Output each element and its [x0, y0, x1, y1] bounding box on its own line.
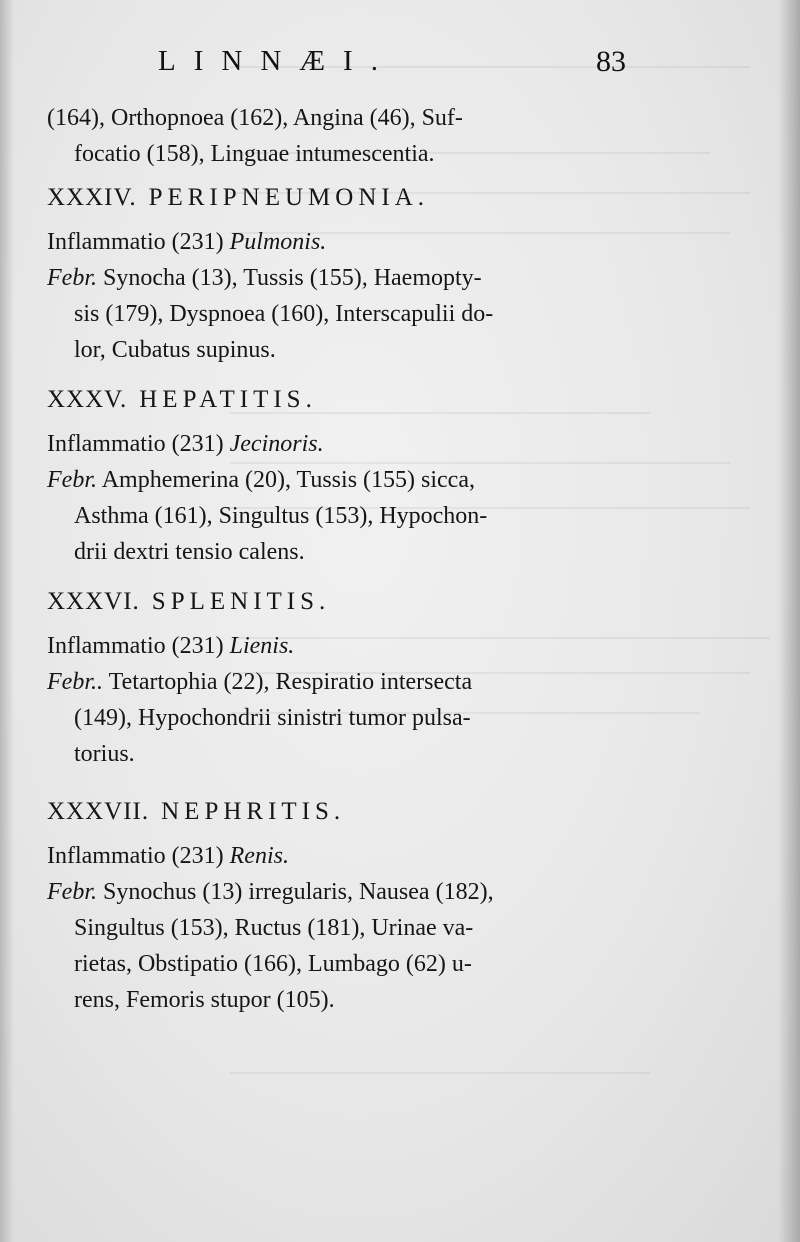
text-line: (149), Hypochondrii sinistri tumor pulsa- [74, 705, 471, 731]
section-heading-hepatitis [47, 382, 657, 418]
febr-line [47, 874, 657, 910]
text-line: rens, Femoris stupor (105). [74, 987, 335, 1013]
inflammatio-text: Inflammatio (231) [47, 431, 224, 457]
febr-label: Febr. [47, 265, 97, 291]
symptom-text: Amphemerina (20), Tussis (155) sicca, [101, 467, 475, 493]
inflammatio-text: Inflammatio (231) [47, 633, 224, 659]
febr-line [47, 664, 657, 700]
febr-line [47, 260, 657, 296]
inflammatio-line [47, 224, 657, 260]
text-line: sis (179), Dyspnoea (160), Interscapulii do- [74, 301, 494, 327]
inflammatio-text: Inflammatio (231) [47, 229, 224, 255]
inflammatio-line [47, 838, 657, 874]
symptom-text: Tetartophia (22), Respiratio intersecta [108, 669, 473, 695]
organ-name: Lienis. [229, 633, 295, 659]
text-line: drii dextri tensio calens. [74, 539, 305, 565]
section-title: NEPHRITIS. [161, 798, 346, 825]
section-number: XXXIV. [47, 184, 137, 211]
page-number: 83 [596, 45, 626, 78]
organ-name: Renis. [229, 843, 289, 869]
text-line: focatio (158), Linguae intumescentia. [74, 141, 435, 167]
page-shadow-right [778, 0, 800, 1242]
symptom-text: Synocha (13), Tussis (155), Haemopty- [103, 265, 482, 291]
organ-name: Jecinoris. [229, 431, 324, 457]
text-line: Asthma (161), Singultus (153), Hypochon- [74, 503, 488, 529]
inflammatio-text: Inflammatio (231) [47, 843, 224, 869]
text-line: lor, Cubatus supinus. [74, 337, 276, 363]
febr-line [47, 462, 657, 498]
section-number: XXXV. [47, 386, 128, 413]
section-number: XXXVI. [47, 588, 140, 615]
page-header [150, 45, 710, 89]
febr-label: Febr.. [47, 669, 103, 695]
running-title: LINNÆI. [158, 45, 396, 77]
inflammatio-line [47, 628, 657, 664]
section-heading-peripneumonia [47, 180, 657, 216]
page-shadow-left [0, 0, 14, 1242]
text-line: Singultus (153), Ructus (181), Urinae va- [74, 915, 474, 941]
febr-label: Febr. [47, 879, 97, 905]
text-line: torius. [74, 741, 135, 767]
text-line: (164), Orthopnoea (162), Angina (46), Suf- [47, 105, 463, 131]
section-title: PERIPNEUMONIA. [148, 184, 430, 211]
section-heading-splenitis [47, 584, 657, 620]
section-title: SPLENITIS. [151, 588, 331, 615]
organ-name: Pulmonis. [229, 229, 327, 255]
section-title: HEPATITIS. [139, 386, 317, 413]
text-line: rietas, Obstipatio (166), Lumbago (62) u- [74, 951, 472, 977]
inflammatio-line [47, 426, 657, 462]
body-text [47, 100, 657, 1018]
section-heading-nephritis [47, 794, 657, 830]
section-number: XXXVII. [47, 798, 150, 825]
febr-label: Febr. [47, 467, 97, 493]
symptom-text: Synochus (13) irregularis, Nausea (182), [103, 879, 494, 905]
